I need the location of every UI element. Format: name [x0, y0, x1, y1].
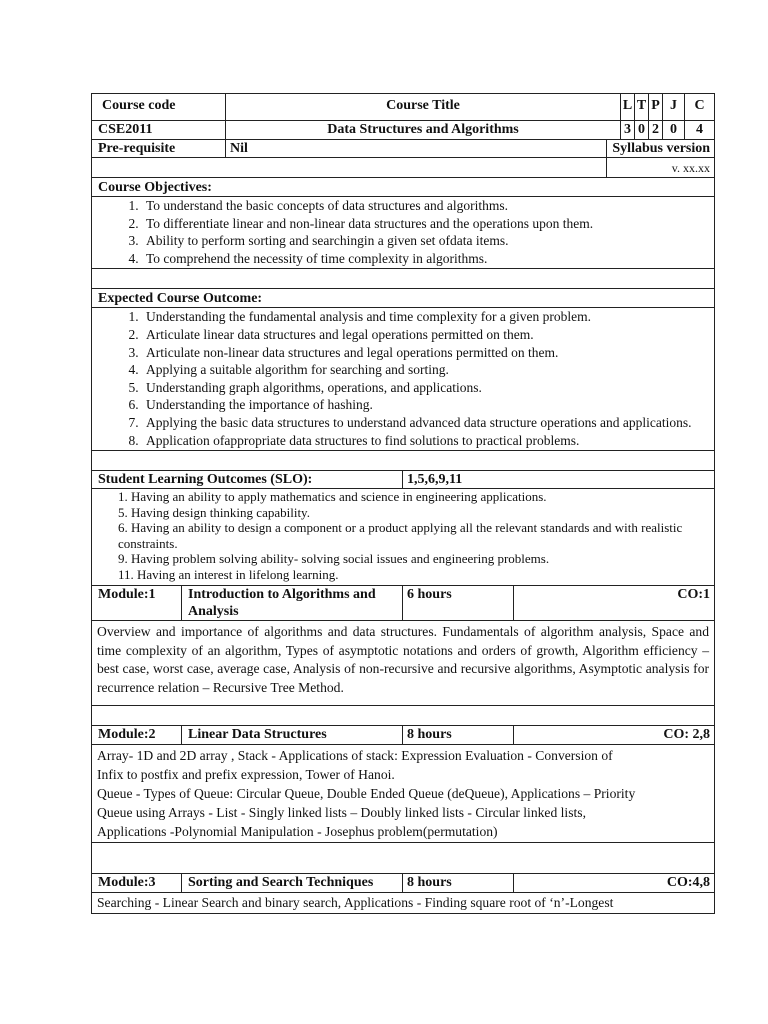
- outcome-item: 7. Applying the basic data structures to understand advanced data structure operations and applications.: [142, 414, 710, 432]
- syllabus-table: [91, 93, 715, 914]
- ltpjc-l-label: L: [621, 94, 635, 121]
- course-outcome-list: [96, 308, 710, 449]
- ltpjc-t-value: 0: [635, 121, 649, 140]
- slo-item: 9. Having problem solving ability- solving social issues and engineering problems.: [118, 551, 550, 567]
- course-title: Data Structures and Algorithms: [226, 121, 621, 140]
- prerequisite-label: Pre-requisite: [92, 140, 226, 158]
- slo-list-cell: [92, 489, 715, 586]
- slo-item: 6. Having an ability to design a component or a product applying all the relevant standards and with realistic constraints.: [118, 520, 683, 551]
- course-outcome-title: Expected Course Outcome:: [92, 289, 715, 308]
- module-label: Module:1: [92, 586, 182, 621]
- ltpjc-j-label: J: [663, 94, 685, 121]
- course-title-label: Course Title: [226, 94, 621, 121]
- ltpjc-j-value: 0: [663, 121, 685, 140]
- outcome-item: 6. Understanding the importance of hashing.: [142, 396, 710, 414]
- syllabus-version-value: v. xx.xx: [607, 158, 715, 178]
- module-description: Overview and importance of algorithms and data structures. Fundamentals of algorithm analysis, Space and time complexity of an algorithm, Types of asymptotic notations and orders of growth, Algorithm efficiency – best case, worst case, average case, Analysis of non-recursive and recursive algorithms, Asymptotic analysis for recurrence relation – Recursive Tree Method.: [92, 621, 715, 706]
- prerequisite-blank: [92, 158, 607, 178]
- outcome-item: 5. Understanding graph algorithms, operations, and applications.: [142, 379, 710, 397]
- outcome-item: 1. Understanding the fundamental analysis and time complexity for a given problem.: [142, 308, 710, 326]
- course-code-label: Course code: [92, 94, 226, 121]
- ltpjc-p-label: P: [649, 94, 663, 121]
- module-description: Searching - Linear Search and binary search, Applications - Finding square root of ‘n’-Longest: [92, 893, 715, 914]
- module-hours: 8 hours: [403, 874, 514, 893]
- ltpjc-c-label: C: [685, 94, 715, 121]
- module-title: Linear Data Structures: [182, 726, 403, 745]
- module-description-line: Infix to postfix and prefix expression, Tower of Hanoi.: [97, 767, 395, 783]
- spacer-row: [92, 269, 715, 289]
- course-code: CSE2011: [92, 121, 226, 140]
- syllabus-version-label: Syllabus version: [607, 140, 715, 158]
- slo-item: 11. Having an interest in lifelong learning.: [118, 566, 339, 582]
- ltpjc-l-value: 3: [621, 121, 635, 140]
- module-label: Module:3: [92, 874, 182, 893]
- slo-value: 1,5,6,9,11: [403, 471, 715, 489]
- module-hours: 8 hours: [403, 726, 514, 745]
- ltpjc-t-label: T: [635, 94, 649, 121]
- course-objectives-title: Course Objectives:: [92, 178, 715, 197]
- module-title: Introduction to Algorithms and Analysis: [182, 586, 403, 621]
- course-objectives-list-cell: [92, 197, 715, 269]
- course-outcome-list-cell: [92, 308, 715, 451]
- module-co: CO: 2,8: [514, 726, 715, 745]
- ltpjc-c-value: 4: [685, 121, 715, 140]
- module-description-line: Array- 1D and 2D array , Stack - Applications of stack: Expression Evaluation - Conversion of: [97, 748, 613, 764]
- spacer-row: [92, 451, 715, 471]
- outcome-item: 2. Articulate linear data structures and legal operations permitted on them.: [142, 326, 710, 344]
- module-description-line: Queue - Types of Queue: Circular Queue, Double Ended Queue (deQueue), Applications – Priority: [97, 786, 636, 802]
- module-description-line: Applications -Polynomial Manipulation - Josephus problem(permutation): [97, 824, 498, 840]
- syllabus-document: [91, 93, 714, 914]
- module-label: Module:2: [92, 726, 182, 745]
- slo-title: Student Learning Outcomes (SLO):: [92, 471, 403, 489]
- objective-item: 3. Ability to perform sorting and searchingin a given set ofdata items.: [142, 232, 710, 250]
- module-title: Sorting and Search Techniques: [182, 874, 403, 893]
- objective-item: 1. To understand the basic concepts of data structures and algorithms.: [142, 197, 710, 215]
- module-description: [92, 745, 715, 843]
- slo-item: 5. Having design thinking capability.: [118, 504, 310, 520]
- objective-item: 2. To differentiate linear and non-linear data structures and the operations upon them.: [142, 215, 710, 233]
- objective-item: 4. To comprehend the necessity of time complexity in algorithms.: [142, 250, 710, 268]
- module-hours: 6 hours: [403, 586, 514, 621]
- outcome-item: 3. Articulate non-linear data structures and legal operations permitted on them.: [142, 344, 710, 362]
- outcome-item: 8. Application ofappropriate data structures to find solutions to practical problems.: [142, 432, 710, 450]
- prerequisite-value: Nil: [226, 140, 607, 158]
- course-objectives-list: [96, 197, 710, 267]
- slo-item: 1. Having an ability to apply mathematics and science in engineering applications.: [118, 489, 547, 505]
- module-co: CO:1: [514, 586, 715, 621]
- ltpjc-p-value: 2: [649, 121, 663, 140]
- module-description-line: Queue using Arrays - List - Singly linked lists – Doubly linked lists - Circular linked lists,: [97, 805, 586, 821]
- module-co: CO:4,8: [514, 874, 715, 893]
- outcome-item: 4. Applying a suitable algorithm for searching and sorting.: [142, 361, 710, 379]
- spacer-row: [92, 843, 715, 874]
- spacer-row: [92, 706, 715, 726]
